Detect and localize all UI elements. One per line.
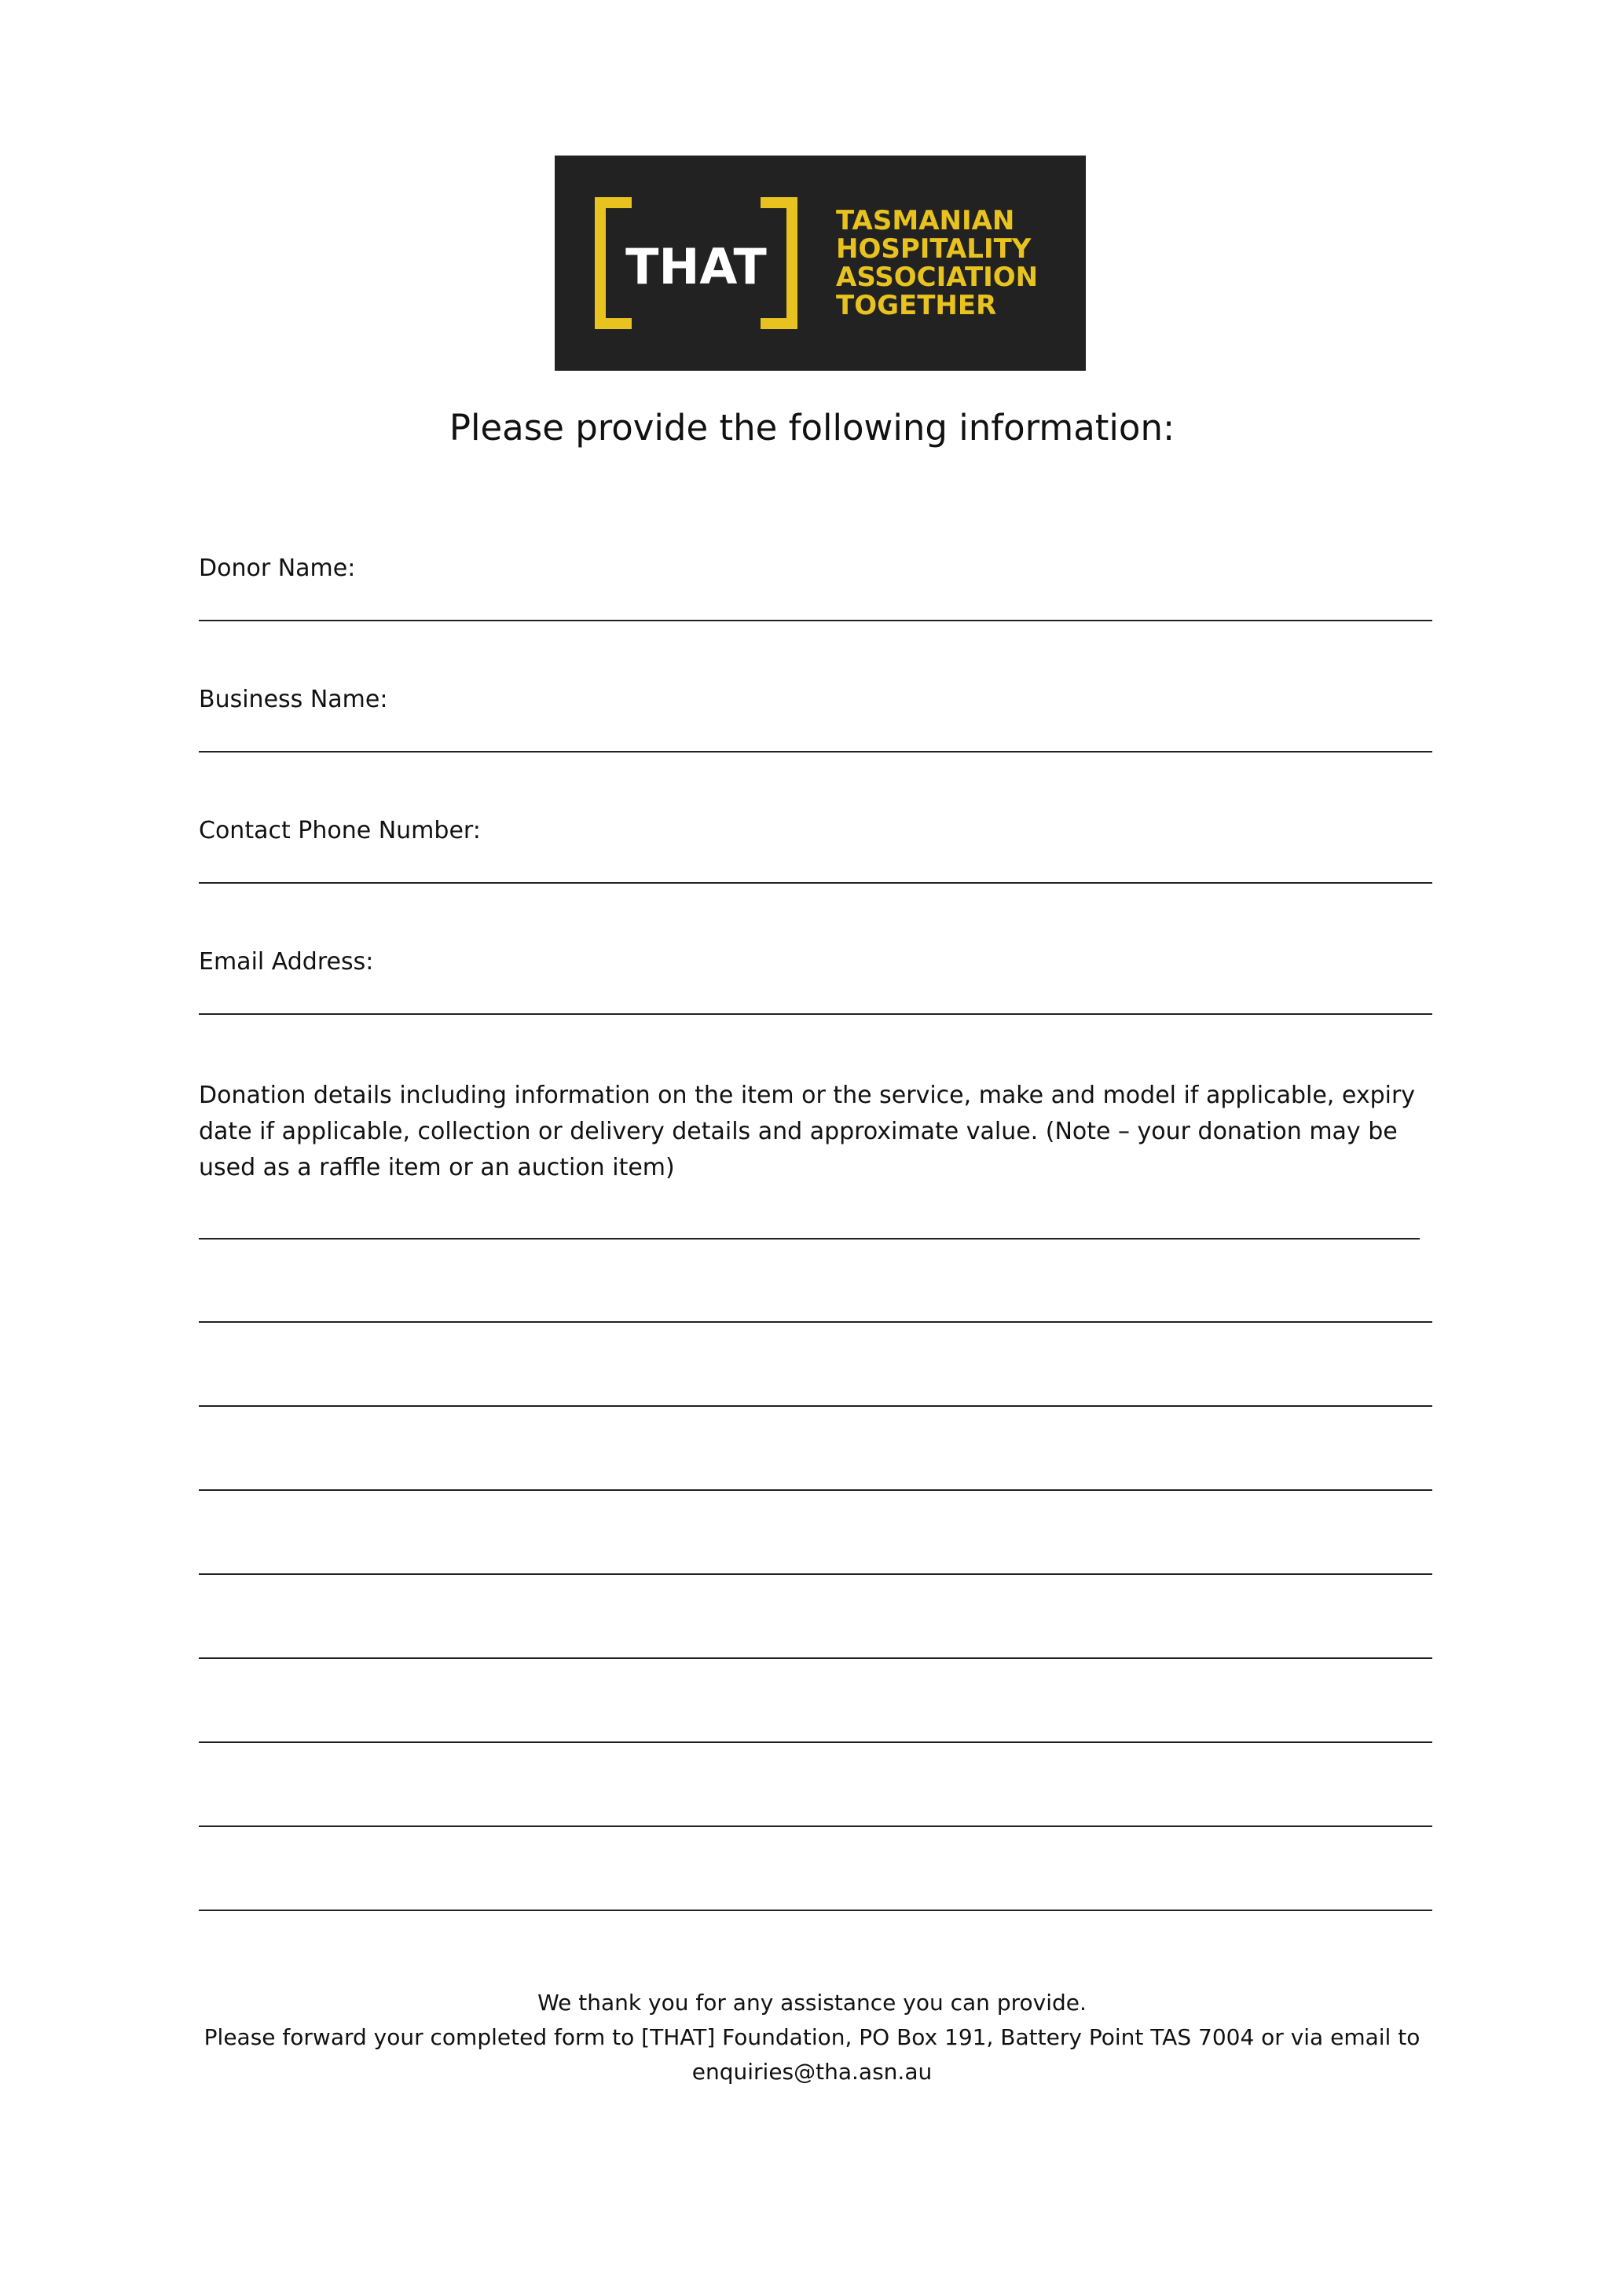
donation-description: Donation details including information on the item or the service, make and model if applicable, expiry date if applicable, collection or delivery details and approximate value. (Note – your donation may be used as a raffle item or an auction item) (199, 1082, 1416, 1181)
business-name-label: Business Name: (199, 686, 388, 713)
logo-line-2: HOSPITALITY (836, 233, 1032, 265)
footer-email-link[interactable]: enquiries@tha.asn.au (691, 2059, 933, 2085)
page-title: Please provide the following information: (449, 407, 1175, 449)
donation-line[interactable] (199, 1825, 1432, 1827)
footer (0, 1986, 1624, 2089)
donation-line[interactable] (199, 1321, 1432, 1323)
donation-line[interactable] (199, 1489, 1432, 1491)
business-name-line[interactable] (199, 751, 1432, 753)
contact-phone-label: Contact Phone Number: (199, 817, 481, 844)
contact-phone-line[interactable] (199, 882, 1432, 884)
donation-line[interactable] (199, 1405, 1432, 1407)
that-logo-graphic (555, 156, 1086, 371)
donation-line[interactable] (199, 1238, 1420, 1240)
donor-name-label: Donor Name: (199, 555, 356, 582)
logo-line-1: TASMANIAN (836, 205, 1015, 236)
donation-line[interactable] (199, 1741, 1432, 1743)
footer-forward: Please forward your completed form to [THAT] Foundation, PO Box 191, Battery Point TAS 7004 or via email to (203, 2024, 1421, 2050)
donation-line[interactable] (199, 1657, 1432, 1659)
logo-line-4: TOGETHER (836, 290, 997, 321)
email-label: Email Address: (199, 948, 374, 976)
email-line[interactable] (199, 1013, 1432, 1015)
donation-line[interactable] (199, 1573, 1432, 1575)
footer-thanks: We thank you for any assistance you can provide. (537, 1990, 1087, 2016)
logo-line-3: ASSOCIATION (836, 262, 1039, 293)
donor-name-line[interactable] (199, 620, 1432, 621)
logo-mark: THAT (625, 238, 767, 295)
that-logo (555, 156, 1086, 371)
donation-line[interactable] (199, 1910, 1432, 1911)
